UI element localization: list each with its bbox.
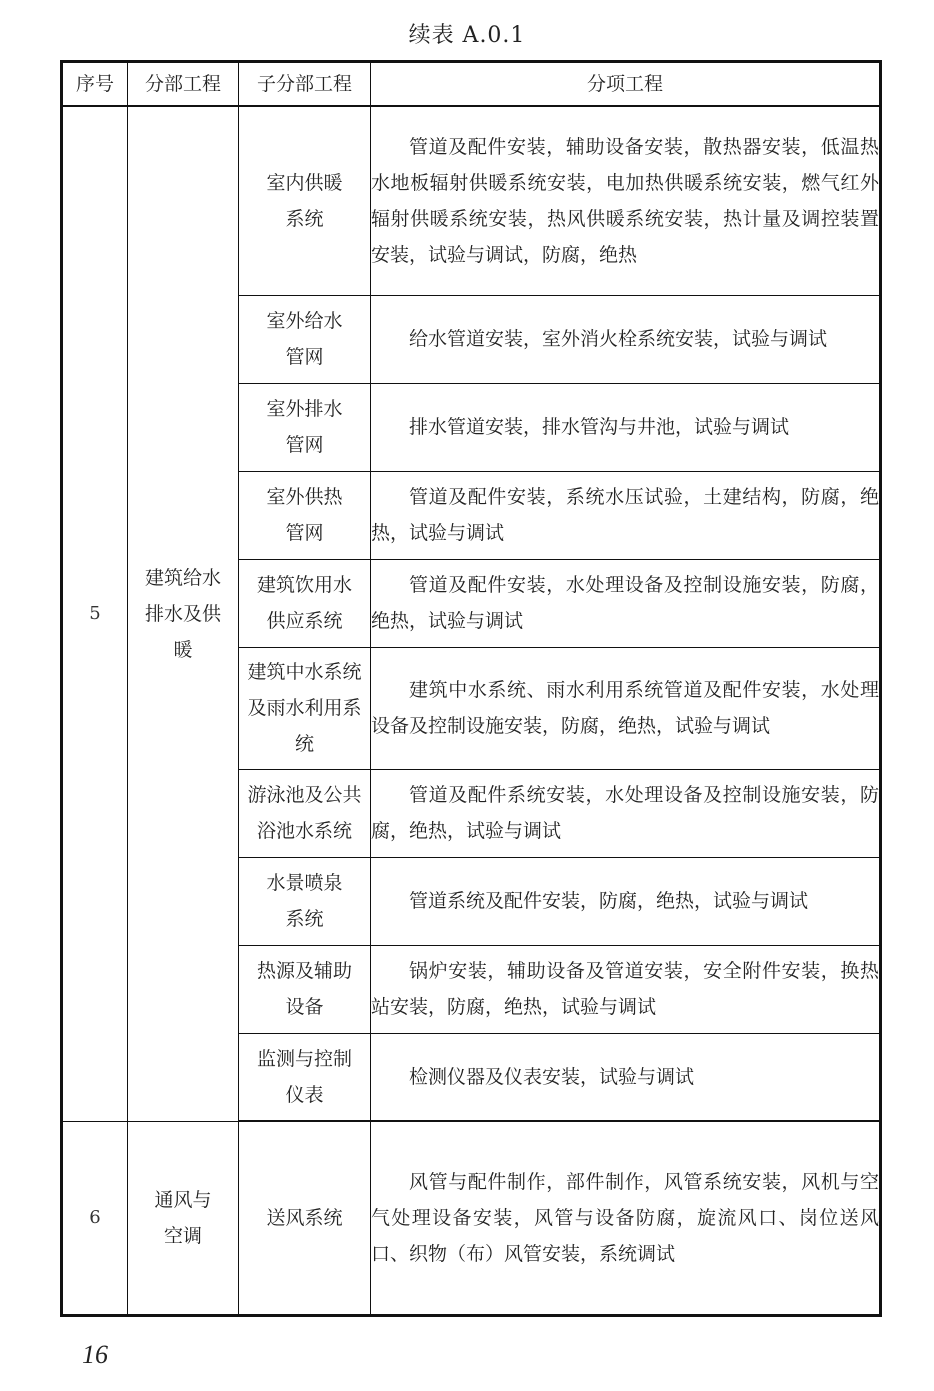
items-cell: 锅炉安装，辅助设备及管道安装，安全附件安装，换热站安装，防腐，绝热，试验与调试	[371, 945, 881, 1033]
items-cell: 检测仪器及仪表安装，试验与调试	[371, 1033, 881, 1121]
subdivision-cell	[239, 106, 371, 295]
items-cell: 管道及配件安装，辅助设备安装，散热器安装，低温热水地板辐射供暖系统安装，电加热供暖系统安装，燃气红外辐射供暖系统安装，热风供暖系统安装，热计量及调控装置安装，试验与调试，防腐，绝热	[371, 106, 881, 295]
subdivision-cell	[239, 559, 371, 647]
table-caption: 续表 A.0.1	[408, 23, 526, 48]
items-cell: 风管与配件制作，部件制作，风管系统安装，风机与空气处理设备安装，风管与设备防腐，旋流风口、岗位送风口、织物（布）风管安装，系统调试	[371, 1121, 881, 1315]
items-cell: 建筑中水系统、雨水利用系统管道及配件安装，水处理设备及控制设施安装，防腐，绝热，试验与调试	[371, 647, 881, 769]
subdivision-cell	[239, 1033, 371, 1121]
items-cell: 管道及配件系统安装，水处理设备及控制设施安装，防腐，绝热，试验与调试	[371, 769, 881, 857]
subdivision-label: 水景喷泉系统	[266, 872, 343, 930]
subdivision-cell	[239, 769, 371, 857]
subdivision-label: 监测与控制仪表	[256, 1047, 352, 1106]
header-division: 分部工程	[128, 62, 239, 107]
items-cell: 管道及配件安装，水处理设备及控制设施安装，防腐，绝热，试验与调试	[371, 559, 881, 647]
table-row	[62, 106, 881, 295]
subdivision-label: 建筑中水系统及雨水利用系统	[247, 661, 362, 755]
subdivision-label: 游泳池及公共浴池水系统	[247, 784, 362, 842]
subdivision-cell	[239, 647, 371, 769]
subdivision-label: 热源及辅助设备	[256, 960, 352, 1018]
subdivision-cell	[239, 1121, 371, 1315]
header-subdivision: 子分部工程	[239, 62, 371, 107]
items-cell: 管道及配件安装，系统水压试验，土建结构，防腐，绝热，试验与调试	[371, 471, 881, 559]
division-label: 通风与空调	[154, 1188, 212, 1247]
subdivision-label: 室外排水管网	[266, 398, 343, 456]
header-items: 分项工程	[371, 62, 881, 107]
header-seq: 序号	[62, 62, 128, 107]
construction-division-table	[60, 60, 882, 1317]
seq-cell: 6	[62, 1121, 128, 1315]
subdivision-cell	[239, 857, 371, 945]
table-header-row	[62, 62, 881, 107]
items-cell: 排水管道安装，排水管沟与井池，试验与调试	[371, 383, 881, 471]
division-label: 建筑给水排水及供暖	[144, 566, 221, 661]
items-cell: 管道系统及配件安装，防腐，绝热，试验与调试	[371, 857, 881, 945]
division-cell	[128, 106, 239, 1121]
subdivision-label: 室内供暖系统	[266, 171, 343, 230]
items-cell: 给水管道安装，室外消火栓系统安装，试验与调试	[371, 295, 881, 383]
subdivision-label: 送风系统	[266, 1206, 343, 1229]
subdivision-cell	[239, 945, 371, 1033]
subdivision-label: 室外供热管网	[266, 486, 343, 544]
page-number: 16	[82, 1340, 108, 1369]
subdivision-cell	[239, 383, 371, 471]
subdivision-cell	[239, 295, 371, 383]
division-cell	[128, 1121, 239, 1315]
subdivision-label: 室外给水管网	[266, 310, 343, 368]
seq-cell: 5	[62, 106, 128, 1121]
subdivision-cell	[239, 471, 371, 559]
subdivision-label: 建筑饮用水供应系统	[256, 574, 352, 632]
table-row	[62, 1121, 881, 1315]
